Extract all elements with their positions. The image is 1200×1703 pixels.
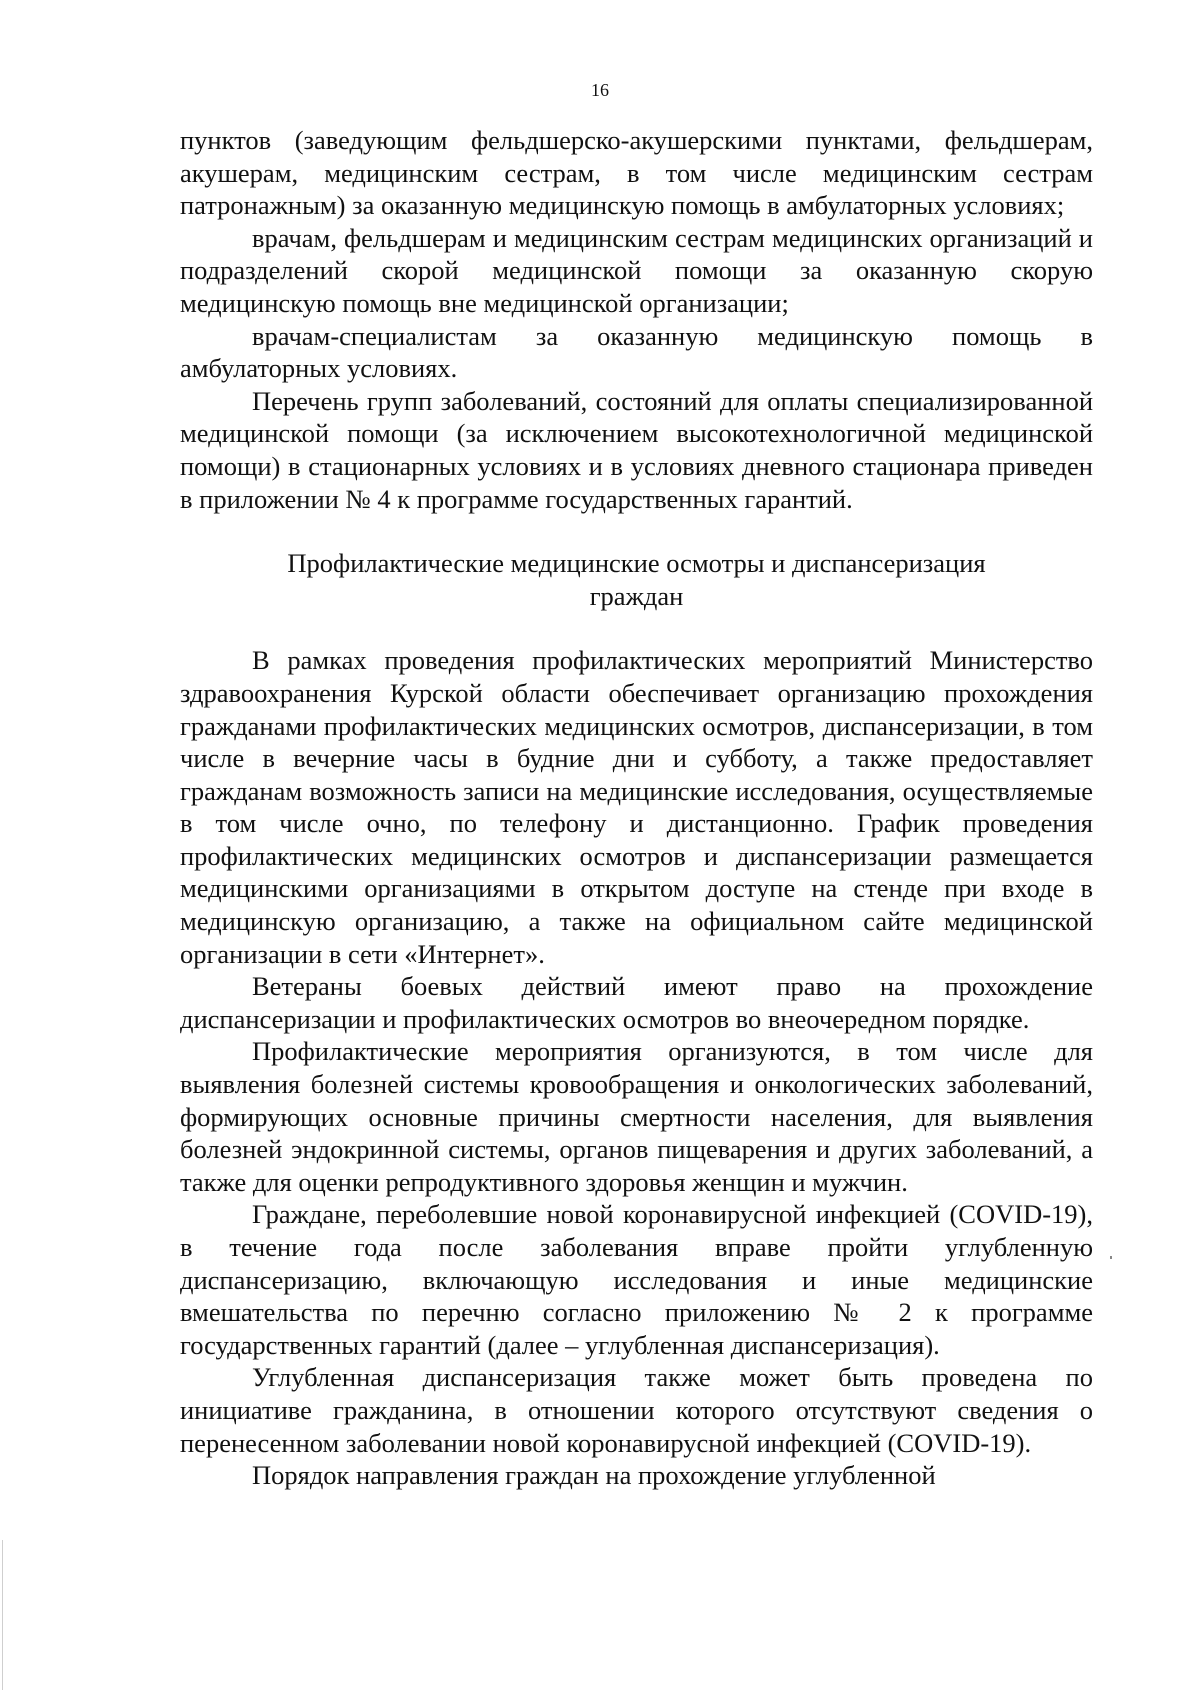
paragraph-preventive-measures: В рамках проведения профилактических мероприятий Министерство здравоохранения Курской области обеспечивает организацию прохождения гражданами профилактических медицинских осмотров, диспансеризации, в том числе в вечерние часы в будние дни и субботу, а также предоставляет гражданам возможность записи на медицинские исследования, осуществляемые в том числе очно, по телефону и дистанционно. График проведения профилактических медицинских осмотров и диспансеризации размещается медицинскими организациями в открытом доступе на стенде при входе в медицинскую организацию, а также на официальном сайте медицинской организации в сети «Интернет». <box>180 645 1093 969</box>
scan-speck <box>1110 1256 1112 1259</box>
paragraph-continuation: пунктов (заведующим фельдшерско-акушерскими пунктами, фельдшерам, акушерам, медицинским сестрам, в том числе медицинским сестрам патронажным) за оказанную медицинскую помощь в амбулаторных условиях; <box>180 125 1093 221</box>
paragraph-in-depth-initiative: Углубленная диспансеризация также может быть проведена по инициативе гражданина, в отношении которого отсутствуют сведения о перенесенном заболевании новой коронавирусной инфекцией (COVID-19). <box>180 1362 1093 1458</box>
page-number: 16 <box>591 80 609 100</box>
paragraph-ambulance-staff: врачам, фельдшерам и медицинским сестрам медицинских организаций и подразделений скорой медицинской помощи за оказанную скорую медицинскую помощь вне медицинской организации; <box>180 222 1093 318</box>
paragraph-specialists: врачам-специалистам за оказанную медицинскую помощь в амбулаторных условиях. <box>180 320 1093 384</box>
paragraph-preventive-goals: Профилактические мероприятия организуются, в том числе для выявления болезней системы кровообращения и онкологических заболеваний, формирующих основные причины смертности населения, для выявления болезней эндокринной системы, органов пищеварения и других заболеваний, а также для оценки репродуктивного здоровья женщин и мужчин. <box>180 1036 1093 1197</box>
paragraph-veterans: Ветераны боевых действий имеют право на прохождение диспансеризации и профилактических осмотров во внеочередном порядке. <box>180 971 1093 1034</box>
section-heading: Профилактические медицинские осмотры и диспансеризация граждан <box>287 548 986 611</box>
section-heading-block <box>180 547 1093 612</box>
paragraph-covid-recovered: Граждане, переболевшие новой коронавирусной инфекцией (COVID-19), в течение года после заболевания вправе пройти углубленную диспансеризацию, включающую исследования и иные медицинские вмешательства по перечню согласно приложению № 2 к программе государственных гарантий (далее – углубленная диспансеризация). <box>180 1199 1093 1360</box>
document-body <box>180 124 1093 1492</box>
paragraph-disease-groups: Перечень групп заболеваний, состояний для оплаты специализированной медицинской помощи (за исключением высокотехнологичной медицинской помощи) в стационарных условиях и в условиях дневного стационара приведен в приложении № 4 к программе государственных гарантий. <box>180 385 1093 514</box>
scan-edge-line <box>2 1540 3 1690</box>
paragraph-referral-procedure: Порядок направления граждан на прохождение углубленной <box>252 1460 936 1491</box>
